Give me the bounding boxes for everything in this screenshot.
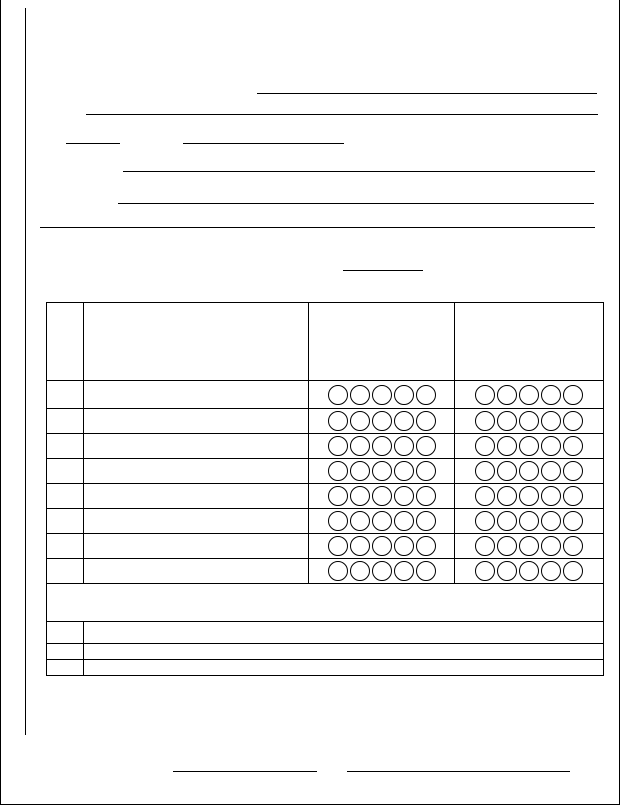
rating-circles[interactable] <box>309 385 454 405</box>
signature-line[interactable] <box>173 771 317 772</box>
rating-circle[interactable] <box>394 411 414 431</box>
rating-circle[interactable] <box>541 561 561 581</box>
header-rating-2 <box>455 303 604 381</box>
rating-circle[interactable] <box>541 486 561 506</box>
table-extra-row <box>47 644 604 660</box>
rating-circle[interactable] <box>497 486 517 506</box>
rating-circle[interactable] <box>350 411 370 431</box>
rating-circle[interactable] <box>563 385 583 405</box>
rating-circle[interactable] <box>350 461 370 481</box>
rating-circle[interactable] <box>350 486 370 506</box>
rating-circle[interactable] <box>328 486 348 506</box>
row-item <box>84 509 309 534</box>
rating-circle[interactable] <box>394 436 414 456</box>
rating-circles[interactable] <box>309 461 454 481</box>
row-number <box>47 409 84 434</box>
rating-circles[interactable] <box>455 385 603 405</box>
row-number <box>47 484 84 509</box>
rating-circle[interactable] <box>372 461 392 481</box>
rating-circle[interactable] <box>563 411 583 431</box>
rating-circle[interactable] <box>519 561 539 581</box>
row-item <box>84 459 309 484</box>
rating-circle[interactable] <box>475 436 495 456</box>
header-divider <box>40 227 595 228</box>
rating-circle[interactable] <box>519 411 539 431</box>
table-row <box>47 381 604 409</box>
rating-circle[interactable] <box>350 511 370 531</box>
rating-circle[interactable] <box>563 536 583 556</box>
rating-circle[interactable] <box>475 385 495 405</box>
rating-circle[interactable] <box>475 486 495 506</box>
rating-circle[interactable] <box>519 511 539 531</box>
rating-circle[interactable] <box>541 511 561 531</box>
rating-circle[interactable] <box>497 561 517 581</box>
rating-circle[interactable] <box>328 511 348 531</box>
row-number <box>47 509 84 534</box>
rating-circles[interactable] <box>455 411 603 431</box>
rating-circle[interactable] <box>372 436 392 456</box>
table-row <box>47 459 604 484</box>
row-number <box>47 559 84 584</box>
rating-circle[interactable] <box>416 385 436 405</box>
rating-circle[interactable] <box>563 561 583 581</box>
rating-circle[interactable] <box>563 436 583 456</box>
rating-circle[interactable] <box>497 536 517 556</box>
rating-circle[interactable] <box>416 511 436 531</box>
rating-circle[interactable] <box>541 385 561 405</box>
rating-circle[interactable] <box>328 385 348 405</box>
rating-circle[interactable] <box>328 461 348 481</box>
rating-circles[interactable] <box>455 436 603 456</box>
rating-circle[interactable] <box>497 411 517 431</box>
rating-circle[interactable] <box>350 561 370 581</box>
rating-circle[interactable] <box>497 461 517 481</box>
rating-circle[interactable] <box>328 436 348 456</box>
table-extra-row <box>47 660 604 676</box>
header-line-3b[interactable] <box>183 143 344 144</box>
extra-row-text[interactable] <box>84 622 604 644</box>
header-line-1[interactable] <box>257 93 597 94</box>
rating-circle[interactable] <box>394 561 414 581</box>
row-number <box>47 534 84 559</box>
rating-circles[interactable] <box>309 411 454 431</box>
row-item <box>84 559 309 584</box>
table-extra-row <box>47 622 604 644</box>
rating-circle[interactable] <box>394 461 414 481</box>
row-number <box>47 434 84 459</box>
date-line[interactable] <box>347 771 570 772</box>
extra-row-number <box>47 622 84 644</box>
rating-circles[interactable] <box>309 436 454 456</box>
rating-circle[interactable] <box>475 561 495 581</box>
rating-circle[interactable] <box>372 486 392 506</box>
table-note-row <box>47 584 604 622</box>
rating-circle[interactable] <box>541 461 561 481</box>
score-line[interactable] <box>343 270 423 271</box>
rating-circle[interactable] <box>416 436 436 456</box>
header-line-2[interactable] <box>86 114 598 115</box>
rating-circles[interactable] <box>455 536 603 556</box>
rating-circle[interactable] <box>519 461 539 481</box>
rating-circle[interactable] <box>350 536 370 556</box>
rating-circle[interactable] <box>563 486 583 506</box>
rating-circle[interactable] <box>372 385 392 405</box>
table-row <box>47 484 604 509</box>
rating-circle[interactable] <box>350 385 370 405</box>
rating-circle[interactable] <box>372 411 392 431</box>
extra-row-number <box>47 660 84 676</box>
rating-circle[interactable] <box>563 461 583 481</box>
row-item <box>84 534 309 559</box>
rating-circle[interactable] <box>497 511 517 531</box>
rating-circle[interactable] <box>394 511 414 531</box>
rating-circle[interactable] <box>519 536 539 556</box>
header-rating-1 <box>309 303 455 381</box>
table-row <box>47 434 604 459</box>
rating-circles[interactable] <box>455 461 603 481</box>
header-line-4[interactable] <box>123 171 595 172</box>
rating-circle[interactable] <box>416 486 436 506</box>
header-line-5[interactable] <box>118 203 594 204</box>
table-row <box>47 534 604 559</box>
rating-circle[interactable] <box>475 536 495 556</box>
rating-circles[interactable] <box>309 511 454 531</box>
evaluation-table <box>46 302 604 676</box>
rating-circles[interactable] <box>309 486 454 506</box>
rating-circles[interactable] <box>455 486 603 506</box>
row-item <box>84 434 309 459</box>
table-row <box>47 559 604 584</box>
rating-circle[interactable] <box>541 536 561 556</box>
rating-circle[interactable] <box>372 511 392 531</box>
rating-circle[interactable] <box>475 411 495 431</box>
rating-circle[interactable] <box>328 536 348 556</box>
rating-circle[interactable] <box>416 536 436 556</box>
rating-circle[interactable] <box>519 486 539 506</box>
rating-circle[interactable] <box>394 385 414 405</box>
row-number <box>47 459 84 484</box>
rating-circle[interactable] <box>519 385 539 405</box>
row-item <box>84 484 309 509</box>
rating-circle[interactable] <box>372 561 392 581</box>
rating-circle[interactable] <box>416 561 436 581</box>
header-item <box>84 303 309 381</box>
rating-circle[interactable] <box>497 385 517 405</box>
extra-row-number <box>47 644 84 660</box>
rating-circle[interactable] <box>350 436 370 456</box>
rating-circle[interactable] <box>328 411 348 431</box>
table-row <box>47 409 604 434</box>
rating-circle[interactable] <box>416 461 436 481</box>
table-row <box>47 509 604 534</box>
header-number <box>47 303 84 381</box>
extra-row-text[interactable] <box>84 644 604 660</box>
rating-circle[interactable] <box>563 511 583 531</box>
extra-row-text[interactable] <box>84 660 604 676</box>
row-item <box>84 381 309 409</box>
row-number <box>47 381 84 409</box>
rating-circles[interactable] <box>309 536 454 556</box>
rating-circle[interactable] <box>328 561 348 581</box>
table-header-row <box>47 303 604 381</box>
rating-circle[interactable] <box>497 436 517 456</box>
rating-circle[interactable] <box>541 436 561 456</box>
rating-circle[interactable] <box>416 411 436 431</box>
rating-circles[interactable] <box>455 561 603 581</box>
rating-circles[interactable] <box>309 561 454 581</box>
rating-circle[interactable] <box>475 461 495 481</box>
table-note <box>47 584 604 622</box>
rating-circle[interactable] <box>541 411 561 431</box>
rating-circles[interactable] <box>455 511 603 531</box>
header-line-3a[interactable] <box>66 143 120 144</box>
row-item <box>84 409 309 434</box>
left-margin-rule <box>25 8 26 735</box>
rating-circle[interactable] <box>519 436 539 456</box>
rating-circle[interactable] <box>394 536 414 556</box>
rating-circle[interactable] <box>394 486 414 506</box>
rating-circle[interactable] <box>475 511 495 531</box>
rating-circle[interactable] <box>372 536 392 556</box>
